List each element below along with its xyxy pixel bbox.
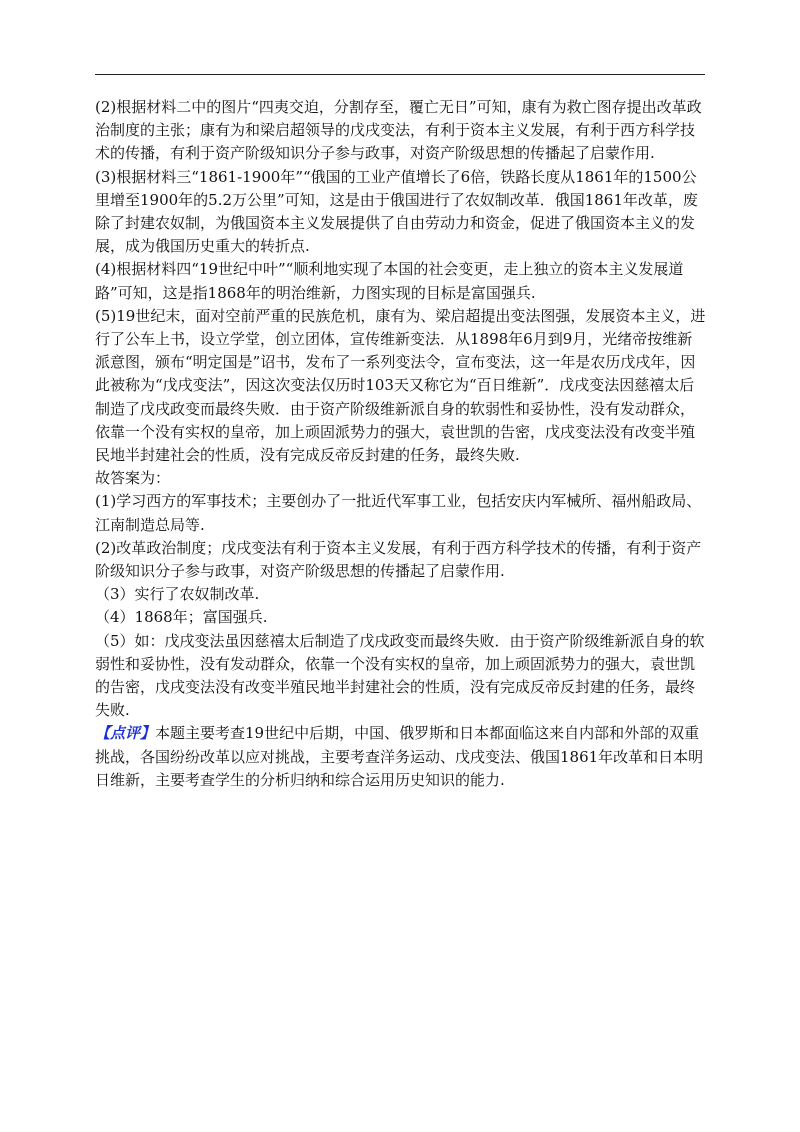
review-paragraph xyxy=(95,722,707,792)
final-answer-3: （3）实行了农奴制改革. xyxy=(95,585,260,604)
review-text: 本题主要考查19世纪中后期，中国、俄罗斯和日本都面临这来自内部和外部的双重挑战，各国纷纷改革以应对挑战，主要考查洋务运动、戊戌变法、俄国1861年改革和日本明日维新，主要考查学生的分析归纳和综合运用历史知识的能力. xyxy=(95,724,704,789)
answer-paragraph-3: (3)根据材料三“1861-1900年”“俄国的工业产值增长了6倍，铁路长度从1861年的1500公里增至1900年的5.2万公里”可知，这是由于俄国进行了农奴制改革．俄国1861年改革，废除了封建农奴制，为俄国资本主义发展提供了自由劳动力和资金，促进了俄国资本主义的发展，成为俄国历史重大的转折点. xyxy=(95,167,698,256)
answer-body xyxy=(95,96,707,792)
answer-intro: 故答案为： xyxy=(95,469,171,488)
header-rule xyxy=(95,74,705,75)
answer-paragraph-4: (4)根据材料四“19世纪中叶”“顺利地实现了本国的社会变更，走上独立的资本主义发展道路”可知，这是指1868年的明治维新，力图实现的目标是富国强兵. xyxy=(95,260,684,302)
final-answer-4: （4）1868年；富国强兵. xyxy=(95,608,268,627)
answer-paragraph-2: (2)根据材料二中的图片“四夷交迫，分割存至，覆亡无日”可知，康有为救亡图存提出改革政治制度的主张；康有为和梁启超领导的戊戌变法，有利于资本主义发展，有利于西方科学技术的传播，有利于资产阶级知识分子参与政事，对资产阶级思想的传播起了启蒙作用. xyxy=(95,98,702,163)
final-answer-5: （5）如：戊戌变法虽因慈禧太后制造了戊戌政变而最终失败．由于资产阶级维新派自身的软弱性和妥协性，没有发动群众，依靠一个没有实权的皇帝，加上顽固派势力的强大，袁世凯的告密，戊戌变法没有改变半殖民地半封建社会的性质，没有完成反帝反封建的任务，最终失败. xyxy=(95,631,705,720)
answer-paragraph-5: (5)19世纪末，面对空前严重的民族危机，康有为、梁启超提出变法图强，发展资本主义，进行了公车上书，设立学堂，创立团体，宣传维新变法．从1898年6月到9月，光绪帝按维新派意图，颁布“明定国是”诏书，发布了一系列变法令，宣布变法，这一年是农历戊戌年，因此被称为“戊戌变法”，因这次变法仅历时103天又称它为“百日维新”．戊戌变法因慈禧太后制造了戊戌政变而最终失败．由于资产阶级维新派自身的软弱性和妥协性，没有发动群众，依靠一个没有实权的皇帝，加上顽固派势力的强大，袁世凯的告密，戊戌变法没有改变半殖民地半封建社会的性质，没有完成反帝反封建的任务，最终失败. xyxy=(95,306,706,465)
review-tag: 【点评】 xyxy=(95,724,156,743)
final-answer-2: (2)改革政治制度；戊戌变法有利于资本主义发展，有利于西方科学技术的传播，有利于资产阶级知识分子参与政事，对资产阶级思想的传播起了启蒙作用. xyxy=(95,538,702,581)
final-answer-1: (1)学习西方的军事技术；主要创办了一批近代军事工业，包括安庆内军械所、福州船政局、江南制造总局等. xyxy=(95,492,702,534)
